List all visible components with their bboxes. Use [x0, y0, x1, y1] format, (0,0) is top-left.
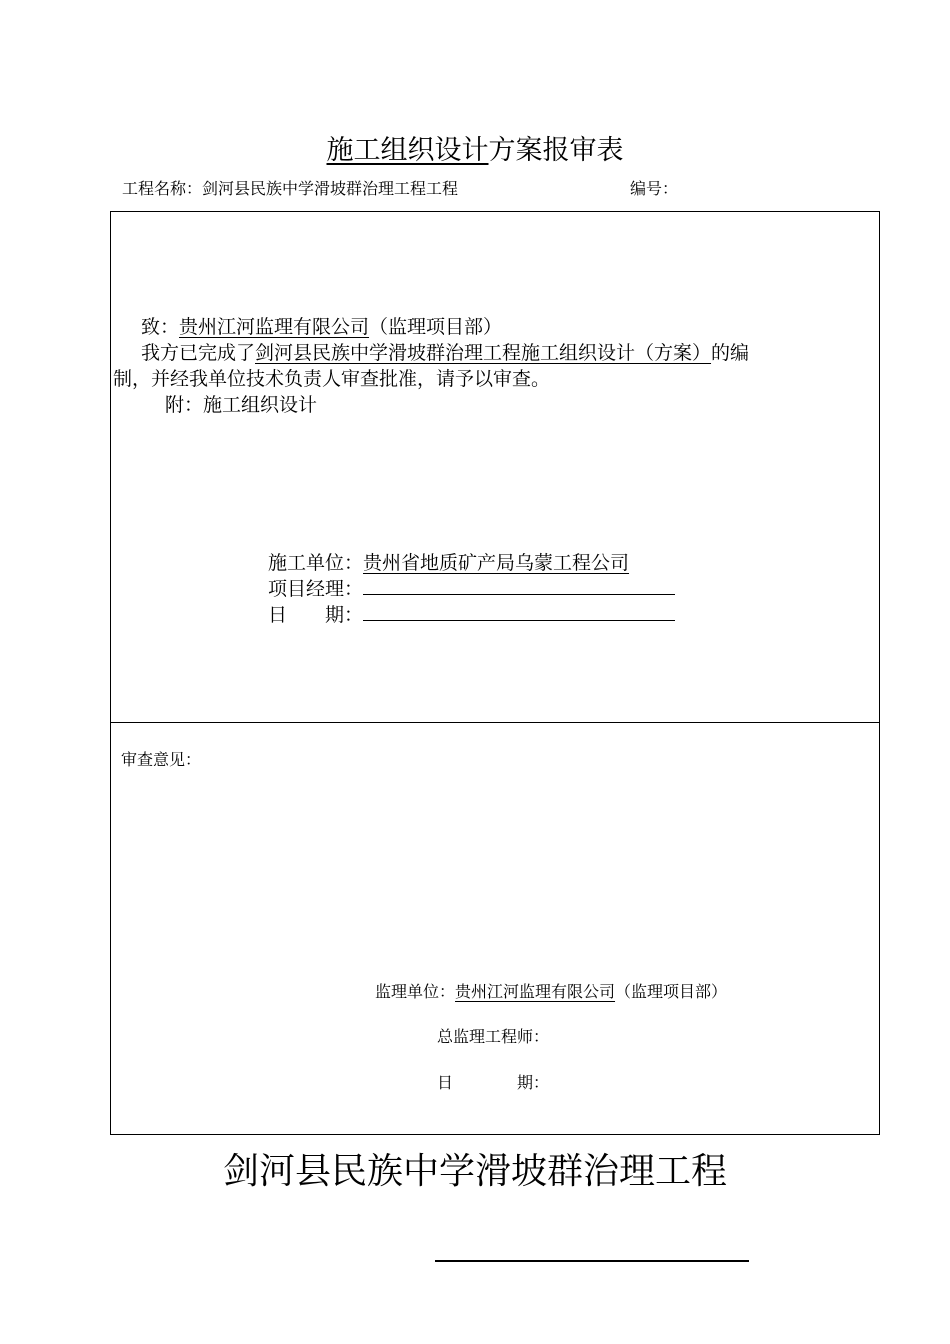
statement-suffix: 的编: [711, 342, 750, 364]
manager-line: [268, 576, 675, 602]
chief-engineer-label: 总监理工程师：: [437, 1027, 550, 1046]
bottom-rule: [435, 1260, 749, 1262]
page-title: [0, 134, 950, 168]
section-divider: [111, 722, 879, 723]
number-label: 编号：: [630, 179, 679, 198]
statement-line-2: 制，并经我单位技术负责人审查批准，请予以审查。: [113, 368, 551, 390]
statement-project: 剑河县民族中学滑坡群治理工程施工组织设计（方案）: [255, 342, 712, 364]
project-label: 工程名称：: [122, 179, 203, 198]
to-company: 贵州江河监理有限公司: [179, 316, 370, 338]
review-opinion-label: 审查意见：: [121, 750, 202, 769]
review-date-label: 日 期：: [437, 1073, 550, 1092]
project-name: 剑河县民族中学滑坡群治理工程工程: [202, 179, 459, 198]
manager-signature-blank[interactable]: [363, 576, 675, 595]
submit-date-line: [268, 602, 675, 628]
to-dept: （监理项目部）: [369, 316, 503, 338]
project-name-row: [122, 178, 458, 200]
title-rest: 方案报审表: [488, 135, 624, 166]
recipient-line: [141, 314, 502, 340]
project-big-title: 剑河县民族中学滑坡群治理工程: [222, 1151, 727, 1192]
form-table: [110, 211, 880, 1135]
submit-date-label: 日 期：: [268, 604, 364, 626]
to-label: 致：: [141, 316, 180, 338]
contractor-name: 贵州省地质矿产局乌蒙工程公司: [363, 552, 630, 574]
supervisor-name: 贵州江河监理有限公司: [455, 982, 616, 1001]
supervisor-label: 监理单位：: [375, 982, 456, 1001]
manager-label: 项目经理：: [268, 578, 364, 600]
contractor-line: [268, 550, 629, 576]
statement-line-1: [141, 340, 749, 366]
title-underlined: 施工组织设计: [326, 135, 489, 166]
attachment-line: 附：施工组织设计: [165, 394, 318, 416]
submit-date-blank[interactable]: [363, 602, 675, 621]
contractor-label: 施工单位：: [268, 552, 364, 574]
statement-prefix: 我方已完成了: [141, 342, 256, 364]
supervisor-dept: （监理项目部）: [615, 982, 728, 1001]
supervisor-line: [375, 981, 727, 1003]
